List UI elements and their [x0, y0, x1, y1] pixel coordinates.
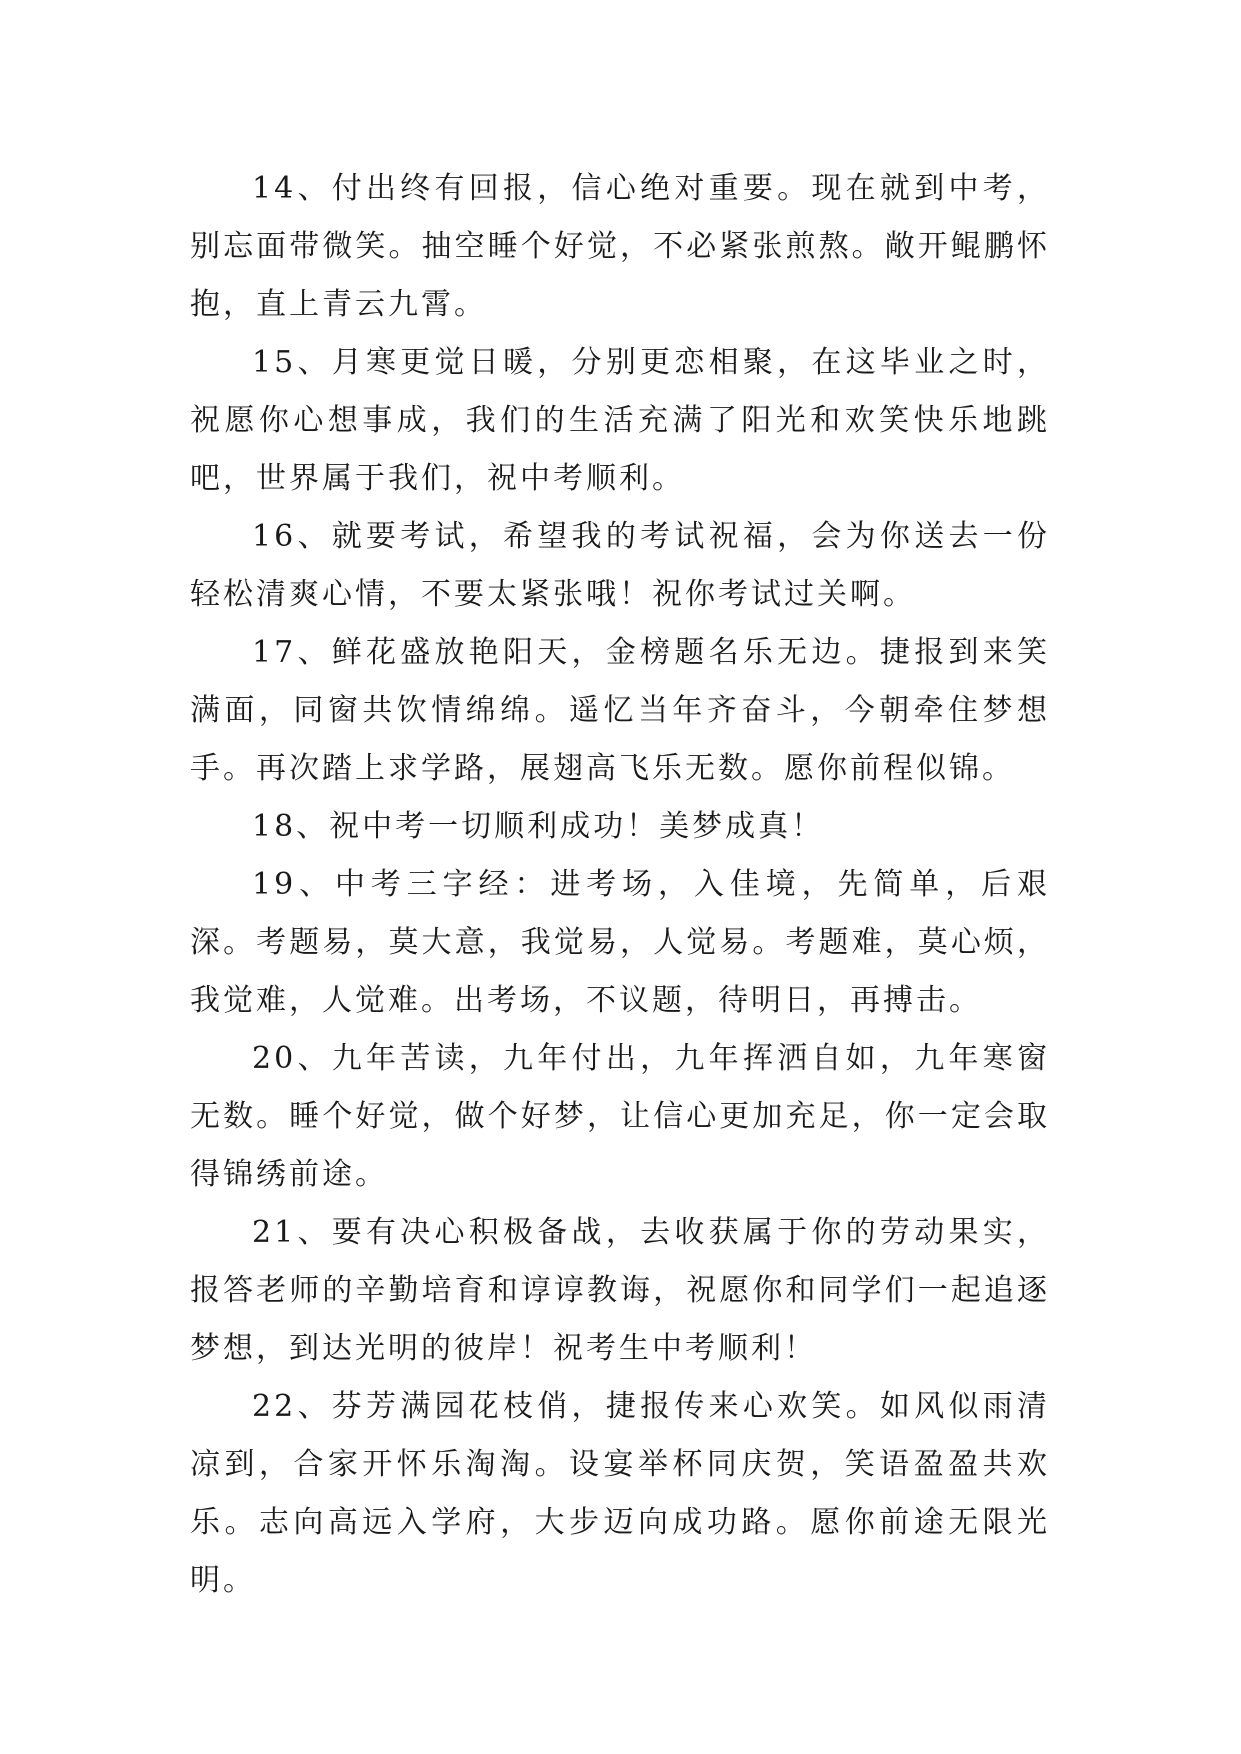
paragraph-17: 17、鲜花盛放艳阳天，金榜题名乐无边。捷报到来笑满面，同窗共饮情绵绵。遥忆当年齐奋斗，今朝牵住梦想手。再次踏上求学路，展翅高飞乐无数。愿你前程似锦。: [190, 635, 1050, 786]
paragraph-16: 16、就要考试，希望我的考试祝福，会为你送去一份轻松清爽心情，不要太紧张哦！祝你考试过关啊。: [190, 519, 1050, 612]
paragraph-21: 21、要有决心积极备战，去收获属于你的劳动果实，报答老师的辛勤培育和谆谆教诲，祝愿你和同学们一起追逐梦想，到达光明的彼岸！祝考生中考顺利！: [190, 1215, 1050, 1366]
document-body: [190, 160, 1050, 1610]
paragraph-20: 20、九年苦读，九年付出，九年挥洒自如，九年寒窗无数。睡个好觉，做个好梦，让信心更加充足，你一定会取得锦绣前途。: [190, 1041, 1050, 1192]
paragraph-22: 22、芬芳满园花枝俏，捷报传来心欢笑。如风似雨清凉到，合家开怀乐淘淘。设宴举杯同庆贺，笑语盈盈共欢乐。志向高远入学府，大步迈向成功路。愿你前途无限光明。: [190, 1389, 1050, 1598]
paragraph-18: 18、祝中考一切顺利成功！美梦成真！: [252, 809, 825, 844]
paragraph-19: 19、中考三字经：进考场，入佳境，先简单，后艰深。考题易，莫大意，我觉易，人觉易。考题难，莫心烦，我觉难，人觉难。出考场，不议题，待明日，再搏击。: [190, 867, 1050, 1018]
paragraph-15: 15、月寒更觉日暖，分别更恋相聚，在这毕业之时，祝愿你心想事成，我们的生活充满了阳光和欢笑快乐地跳吧，世界属于我们，祝中考顺利。: [190, 345, 1050, 496]
paragraph-14: 14、付出终有回报，信心绝对重要。现在就到中考，别忘面带微笑。抽空睡个好觉，不必紧张煎熬。敞开鲲鹏怀抱，直上青云九霄。: [190, 171, 1050, 322]
